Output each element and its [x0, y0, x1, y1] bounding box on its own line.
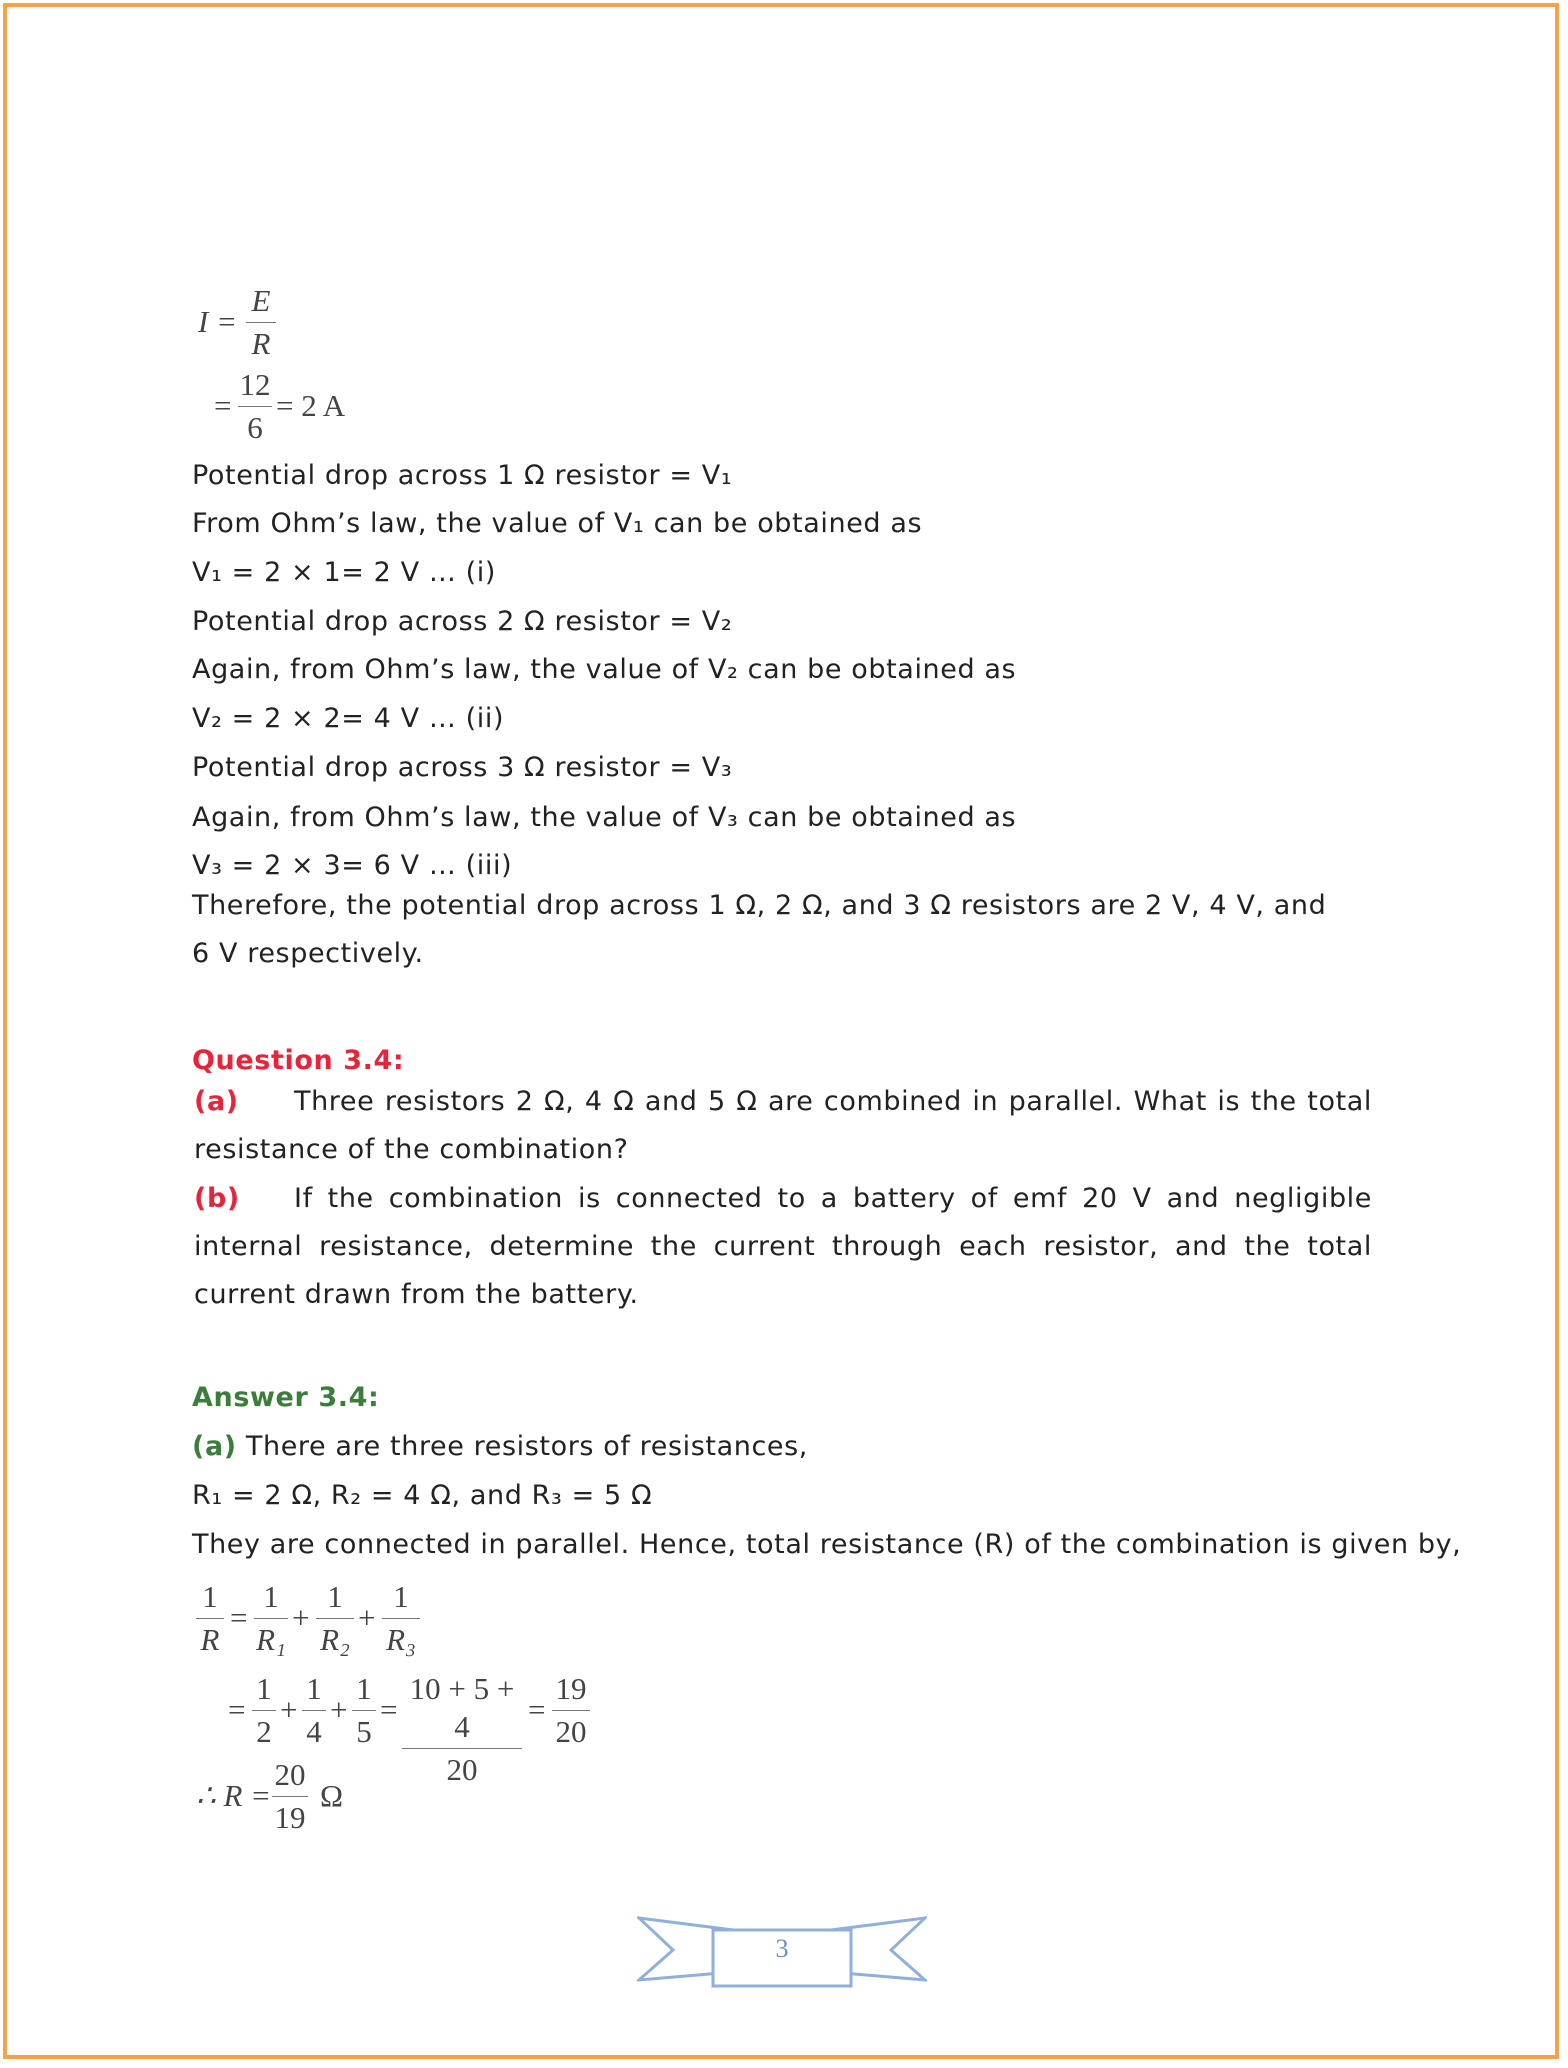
equation-total-resistance	[196, 1756, 376, 1846]
text-line: Potential drop across 2 Ω resistor = V₂	[192, 606, 733, 637]
eq4-plus: +	[330, 1692, 348, 1727]
eq2-lhs: =	[214, 388, 232, 423]
eq4-num: 1	[256, 1671, 272, 1706]
eq3-num-3: 1	[327, 1579, 343, 1614]
resistance-values: R₁ = 2 Ω, R₂ = 4 Ω, and R₃ = 5 Ω	[192, 1480, 653, 1511]
eq5-denominator: 19	[274, 1800, 306, 1835]
question-a-text: Three resistors 2 Ω, 4 Ω and 5 Ω are combined in parallel. What is the total resistance of the combination?	[194, 1086, 1372, 1165]
equation-current-value	[212, 366, 372, 456]
question-b-text: If the combination is connected to a battery of emf 20 V and negligible internal resistance, determine the current through each resistor, and the total current drawn from the battery.	[194, 1183, 1372, 1310]
eq4-den-5: 5	[356, 1714, 372, 1749]
text-line: V₃ = 2 × 3= 6 V … (iii)	[192, 850, 513, 881]
eq1-numerator: E	[251, 283, 271, 318]
answer-a-label: (a)	[192, 1431, 237, 1462]
eq3-num-2: 1	[263, 1579, 279, 1614]
eq3-num-1: 1	[202, 1579, 218, 1614]
answer-a-text: There are three resistors of resistances,	[245, 1431, 808, 1462]
answer-part-a	[192, 1431, 808, 1463]
equation-current-formula	[196, 282, 296, 372]
eq3-den-R2: R₂	[320, 1622, 350, 1657]
page-number-ribbon	[637, 1910, 927, 1990]
eq3-plus: +	[358, 1600, 376, 1635]
eq4-num: 1	[356, 1671, 372, 1706]
text-line: V₁ = 2 × 1= 2 V … (i)	[192, 557, 496, 588]
question-b-label: (b)	[194, 1183, 240, 1214]
eq3-den-R3: R₃	[386, 1622, 416, 1657]
question-a-label: (a)	[194, 1086, 239, 1117]
text-line: V₂ = 2 × 2= 4 V … (ii)	[192, 703, 505, 734]
equation-parallel-sum	[226, 1670, 606, 1787]
question-part-a	[194, 1078, 1372, 1174]
eq1-lhs: I =	[198, 304, 237, 339]
eq1-denominator: R	[251, 326, 271, 361]
conclusion-paragraph: Therefore, the potential drop across 1 Ω, 2 Ω, and 3 Ω resistors are 2 V, 4 V, and 6 V respectively.	[192, 890, 1327, 969]
page-number: 3	[775, 1934, 789, 1963]
equation-parallel-formula	[196, 1578, 436, 1668]
eq5-numerator: 20	[274, 1757, 306, 1792]
text-line: From Ohm’s law, the value of V₁ can be obtained as	[192, 508, 923, 539]
eq3-den-R: R	[200, 1622, 220, 1657]
eq4-result-denominator: 20	[555, 1714, 587, 1749]
answer-heading: Answer 3.4:	[192, 1382, 380, 1413]
eq4-equals: =	[380, 1692, 398, 1727]
text-line: Again, from Ohm’s law, the value of V₃ can be obtained as	[192, 802, 1017, 833]
eq4-result-numerator: 19	[555, 1671, 587, 1706]
question-part-b	[194, 1175, 1372, 1319]
eq4-den-2: 2	[256, 1714, 272, 1749]
question-heading: Question 3.4:	[192, 1045, 405, 1076]
eq4-sum-denominator: 20	[446, 1752, 478, 1787]
eq3-num-4: 1	[393, 1579, 409, 1614]
parallel-statement: They are connected in parallel. Hence, total resistance (R) of the combination is given by,	[192, 1529, 1462, 1560]
eq4-equals: =	[528, 1692, 546, 1727]
eq5-unit: Ω	[320, 1778, 344, 1813]
text-line: Potential drop across 1 Ω resistor = V₁	[192, 460, 733, 491]
eq2-denominator: 6	[247, 410, 263, 445]
eq3-den-R1: R₁	[256, 1622, 286, 1657]
eq2-result: = 2 A	[276, 388, 346, 423]
eq4-equals: =	[228, 1692, 246, 1727]
eq4-plus: +	[280, 1692, 298, 1727]
text-line: Again, from Ohm’s law, the value of V₂ can be obtained as	[192, 654, 1017, 685]
eq3-plus: +	[292, 1600, 310, 1635]
eq2-numerator: 12	[239, 367, 271, 402]
eq4-num: 1	[306, 1671, 322, 1706]
eq5-lhs: ∴ R =	[196, 1778, 272, 1813]
eq3-equals: =	[230, 1600, 248, 1635]
eq4-den-4: 4	[306, 1714, 322, 1749]
eq4-sum-numerator: 10 + 5 + 4	[409, 1671, 515, 1744]
text-line: Potential drop across 3 Ω resistor = V₃	[192, 752, 733, 783]
